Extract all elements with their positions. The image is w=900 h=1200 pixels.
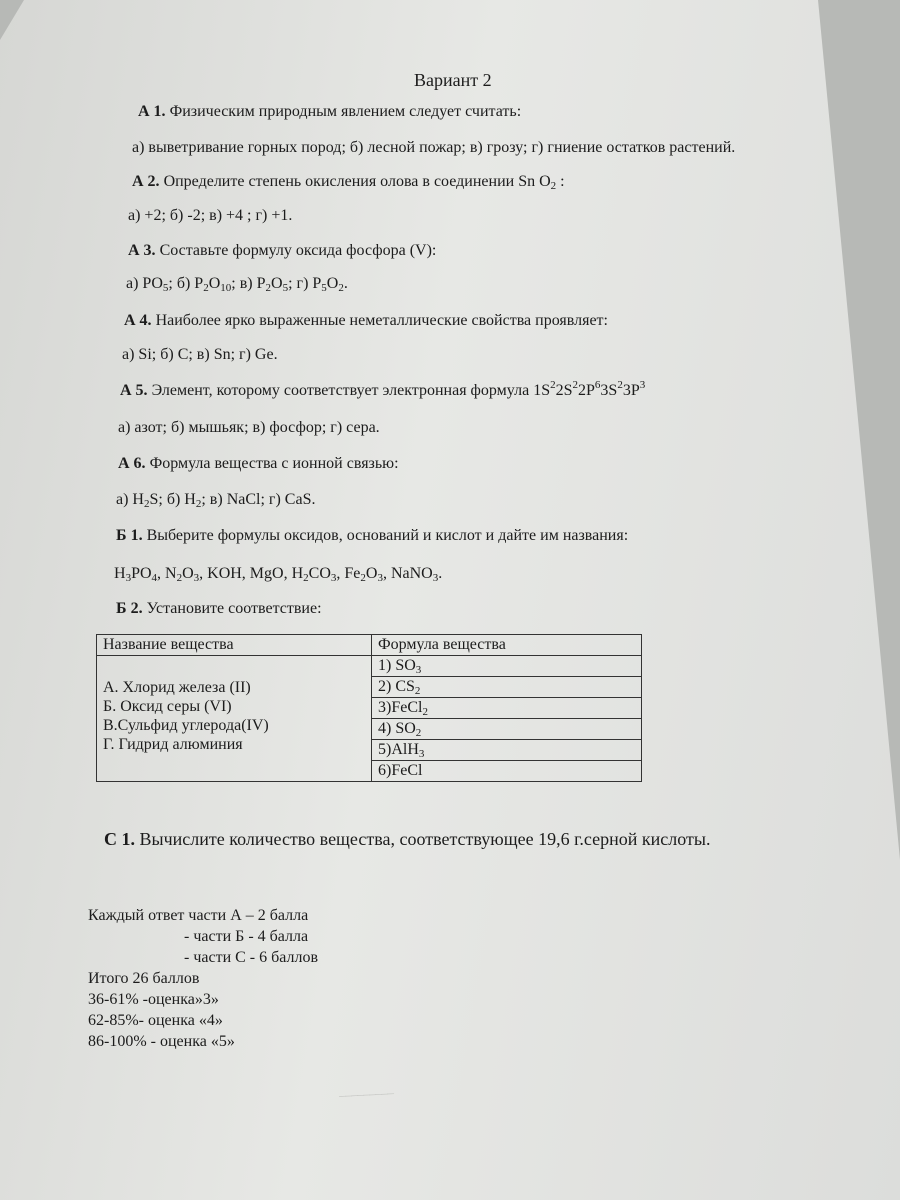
formula-cell: 2) $CS_2$ [372,677,642,698]
question-number: А 3. [128,242,156,259]
question-a2 [132,172,565,192]
question-c1 [104,829,710,849]
question-text: Формула вещества с ионной связью: [149,455,399,472]
question-text: Физическим природным явлением следует считать: [169,103,522,120]
grading-line: 36-61% -оценка»3» [88,991,219,1008]
question-number: А 1. [138,103,166,120]
grading-line: - части Б - 4 балла [184,928,309,945]
formula-cell: 6)FeCl [372,761,642,782]
grading-line: 62-85%- оценка «4» [88,1012,223,1029]
question-b1 [116,526,628,546]
formula-cell: 5)AlH$_3$ [372,740,642,761]
answers-a2: а) +2; б) -2; в) +4 ; г) +1. [128,207,293,224]
formula-cell: 1) $SO_3$ [372,656,642,677]
variant-title: Вариант 2 [414,70,492,90]
question-b2 [116,599,322,619]
show-through-text: ‾‾‾‾‾‾‾‾‾ [339,1091,395,1115]
question-number: А 6. [118,455,146,472]
question-a1 [138,102,521,122]
answers-a4: а) Si; б) C; в) Sn; г) Ge. [122,346,278,363]
question-text: Выберите формулы оксидов, оснований и кислот и дайте им названия: [146,527,629,544]
grading-line: 86-100% - оценка «5» [88,1033,235,1050]
formula-cell: 4) $SO_2$ [372,719,642,740]
question-text: Определите степень окисления олова в соединении Sn O [163,173,551,190]
question-number: Б 2. [116,600,143,617]
electron-formula: $1S^22S^22P^63S^23P^3$ [533,379,646,399]
question-number: А 5. [120,382,148,399]
subscript: 2 [550,180,557,192]
substance-name: Г. Гидрид алюминия [103,736,243,753]
substance-name: В.Сульфид углерода(IV) [103,717,269,734]
substance-name: Б. Оксид серы (VI) [103,698,232,715]
question-a6 [118,454,399,474]
header-name: Название вещества [97,635,372,656]
question-text: Установите соответствие: [146,600,322,617]
matching-table [96,634,642,782]
question-a5 [120,381,645,401]
question-number: А 2. [132,173,160,190]
question-end: : [556,173,565,190]
answers-a6: а) $H_2S$; б) $H_2$; в) NaCl; г) CaS. [116,491,316,510]
grading-line: Каждый ответ части А – 2 балла [88,907,309,924]
answers-a1: а) выветривание горных пород; б) лесной пожар; в) грозу; г) гниение остатков растений. [132,139,736,156]
formula-cell: 3)FeCl$_2$ [372,698,642,719]
question-text: Вычислите количество вещества, соответствующее 19,6 г.серной кислоты. [139,829,711,849]
substance-names [97,656,372,782]
question-a4 [124,311,608,331]
header-formula: Формула вещества [372,635,642,656]
answers-a3: а) $PO_5$; б) $P_2O_{10}$; в) $P_2O_5$; г) $P_5O_2$. [126,275,348,294]
question-a3 [128,241,436,261]
question-text: Наиболее ярко выраженные неметаллические свойства проявляет: [155,312,608,329]
question-text: Элемент, которому соответствует электронная формула [151,382,530,399]
substance-name: А. Хлорид железа (II) [103,679,251,696]
question-number: А 4. [124,312,152,329]
question-number: С 1. [104,829,135,849]
grading-info [88,905,318,1052]
grading-line: Итого 26 баллов [88,970,200,987]
question-text: Составьте формулу оксида фосфора (V): [159,242,437,259]
formulas-b1: $H_3PO_4$, $N_2O_3$, KOH, MgO, $H_2CO_3$, $Fe_2O_3$, NaNO$_3$. [114,565,443,584]
answers-a5: а) азот; б) мышьяк; в) фосфор; г) сера. [118,419,380,436]
question-number: Б 1. [116,527,143,544]
grading-line: - части С - 6 баллов [184,949,319,966]
